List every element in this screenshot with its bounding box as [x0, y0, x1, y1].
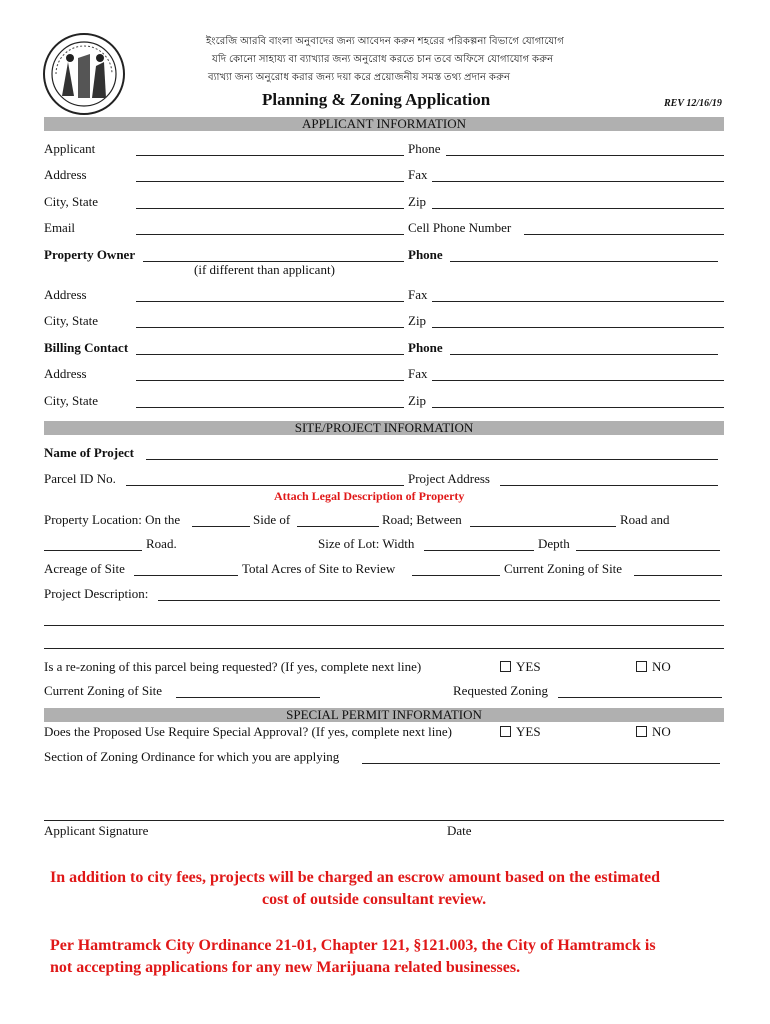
property-owner-phone-label: Phone — [408, 247, 443, 262]
parcel-id-label: Parcel ID No. — [44, 471, 116, 486]
cell-phone-field[interactable] — [524, 234, 724, 235]
billing-city-state-label: City, State — [44, 393, 99, 408]
special-yes-option[interactable] — [500, 724, 541, 740]
header-script-line-2: যদি কোনো সাহায্য বা ব্যাখ্যার জন্য অনুরোধ করতে চান তবে অফিসে যোগাযোগ করুন — [212, 54, 554, 65]
lot-depth-field[interactable] — [576, 550, 720, 551]
if-different-note: (if different than applicant) — [194, 262, 335, 277]
applicant-label: Applicant — [44, 141, 96, 156]
rezoning-yes-checkbox[interactable] — [500, 661, 511, 672]
acreage-field[interactable] — [134, 575, 238, 576]
lot-width-field[interactable] — [424, 550, 534, 551]
marijuana-notice-line-2: not accepting applications for any new Marijuana related businesses. — [50, 959, 521, 976]
rezoning-question: Is a re-zoning of this parcel being requested? (If yes, complete next line) — [44, 659, 422, 674]
applicant-city-state-label: City, State — [44, 194, 99, 209]
applicant-email-label: Email — [44, 220, 76, 235]
billing-city-state-field[interactable] — [136, 407, 404, 408]
size-of-lot-label: Size of Lot: Width — [318, 536, 415, 551]
road-between-field[interactable] — [470, 526, 616, 527]
rezoning-yes-option[interactable] — [500, 659, 541, 675]
project-description-field-3[interactable] — [44, 648, 724, 649]
owner-zip-field[interactable] — [432, 327, 724, 328]
section-ordinance-field[interactable] — [362, 763, 720, 764]
header-script-line-1: ইংরেজি আরবি বাংলা অনুবাদের জন্য আবেদন করুন শহরের পরিকল্পনা বিভাগে যোগাযোগ — [206, 36, 565, 47]
road-label: Road. — [146, 536, 177, 551]
applicant-city-state-field[interactable] — [136, 208, 404, 209]
requested-zoning-label: Requested Zoning — [453, 683, 548, 698]
property-location-label: Property Location: On the — [44, 512, 181, 527]
section-site-project-information: SITE/PROJECT INFORMATION — [44, 421, 724, 435]
depth-label: Depth — [538, 536, 570, 551]
billing-fax-field[interactable] — [432, 380, 724, 381]
billing-contact-label: Billing Contact — [44, 340, 129, 355]
owner-fax-field[interactable] — [432, 301, 724, 302]
special-yes-label: YES — [516, 724, 541, 739]
billing-fax-label: Fax — [408, 366, 428, 381]
city-seal-logo — [42, 32, 126, 116]
rezoning-no-checkbox[interactable] — [636, 661, 647, 672]
owner-fax-label: Fax — [408, 287, 428, 302]
project-description-label: Project Description: — [44, 586, 149, 601]
project-description-field-1[interactable] — [158, 600, 720, 601]
rezoning-no-option[interactable] — [636, 659, 671, 675]
current-zoning-of-site-label: Current Zoning of Site — [504, 561, 623, 576]
attach-legal-description-note: Attach Legal Description of Property — [274, 489, 465, 503]
billing-contact-field[interactable] — [136, 354, 404, 355]
applicant-fax-label: Fax — [408, 167, 428, 182]
owner-address-field[interactable] — [136, 301, 404, 302]
applicant-address-field[interactable] — [136, 181, 404, 182]
special-approval-question: Does the Proposed Use Require Special Approval? (If yes, complete next line) — [44, 724, 452, 739]
road-and-label: Road and — [620, 512, 670, 527]
applicant-phone-field[interactable] — [446, 155, 724, 156]
signature-line[interactable] — [44, 820, 724, 821]
side-of-field[interactable] — [297, 526, 379, 527]
billing-phone-field[interactable] — [450, 354, 718, 355]
section-ordinance-label: Section of Zoning Ordinance for which you are applying — [44, 749, 340, 764]
applicant-field[interactable] — [136, 155, 404, 156]
name-of-project-field[interactable] — [146, 459, 718, 460]
property-owner-phone-field[interactable] — [450, 261, 718, 262]
applicant-zip-field[interactable] — [432, 208, 724, 209]
special-no-label: NO — [652, 724, 671, 739]
owner-city-state-label: City, State — [44, 313, 99, 328]
escrow-notice-line-2: cost of outside consultant review. — [262, 891, 487, 908]
rezoning-yes-label: YES — [516, 659, 541, 674]
billing-address-field[interactable] — [136, 380, 404, 381]
road-between-label: Road; Between — [382, 512, 462, 527]
acreage-label: Acreage of Site — [44, 561, 125, 576]
cell-phone-label: Cell Phone Number — [408, 220, 512, 235]
project-address-field[interactable] — [500, 485, 718, 486]
marijuana-notice-line-1: Per Hamtramck City Ordinance 21-01, Chapter 121, §121.003, the City of Hamtramck is — [50, 937, 656, 954]
billing-zip-label: Zip — [408, 393, 427, 408]
location-direction-field[interactable] — [192, 526, 250, 527]
applicant-signature-label: Applicant Signature — [44, 823, 149, 838]
owner-address-label: Address — [44, 287, 87, 302]
applicant-fax-field[interactable] — [432, 181, 724, 182]
current-zoning-label: Current Zoning of Site — [44, 683, 163, 698]
rezoning-no-label: NO — [652, 659, 671, 674]
project-address-label: Project Address — [408, 471, 490, 486]
page-title: Planning & Zoning Application — [262, 90, 491, 109]
special-no-checkbox[interactable] — [636, 726, 647, 737]
applicant-zip-label: Zip — [408, 194, 427, 209]
second-road-field[interactable] — [44, 550, 142, 551]
name-of-project-label: Name of Project — [44, 445, 134, 460]
applicant-phone-label: Phone — [408, 141, 441, 156]
date-label: Date — [447, 823, 472, 838]
owner-city-state-field[interactable] — [136, 327, 404, 328]
applicant-email-field[interactable] — [136, 234, 404, 235]
project-description-field-2[interactable] — [44, 625, 724, 626]
parcel-id-field[interactable] — [126, 485, 404, 486]
header-script-line-3: ব্যাখ্যা জন্য অনুরোধ করার জন্য দয়া করে প্রয়োজনীয় সমস্ত তথ্য প্রদান করুন — [208, 72, 511, 83]
property-owner-label: Property Owner — [44, 247, 136, 262]
current-zoning-of-site-field[interactable] — [634, 575, 722, 576]
requested-zoning-field[interactable] — [558, 697, 722, 698]
current-zoning-field[interactable] — [176, 697, 320, 698]
applicant-address-label: Address — [44, 167, 87, 182]
billing-phone-label: Phone — [408, 340, 443, 355]
billing-zip-field[interactable] — [432, 407, 724, 408]
revision-label: REV 12/16/19 — [664, 98, 722, 109]
owner-zip-label: Zip — [408, 313, 427, 328]
escrow-notice-line-1: In addition to city fees, projects will be charged an escrow amount based on the estimated — [50, 869, 661, 886]
special-no-option[interactable] — [636, 724, 671, 740]
side-of-label: Side of — [253, 512, 291, 527]
total-acres-field[interactable] — [412, 575, 500, 576]
special-yes-checkbox[interactable] — [500, 726, 511, 737]
section-special-permit-information: SPECIAL PERMIT INFORMATION — [44, 708, 724, 722]
section-applicant-information: APPLICANT INFORMATION — [44, 117, 724, 131]
billing-address-label: Address — [44, 366, 87, 381]
total-acres-label: Total Acres of Site to Review — [242, 561, 396, 576]
